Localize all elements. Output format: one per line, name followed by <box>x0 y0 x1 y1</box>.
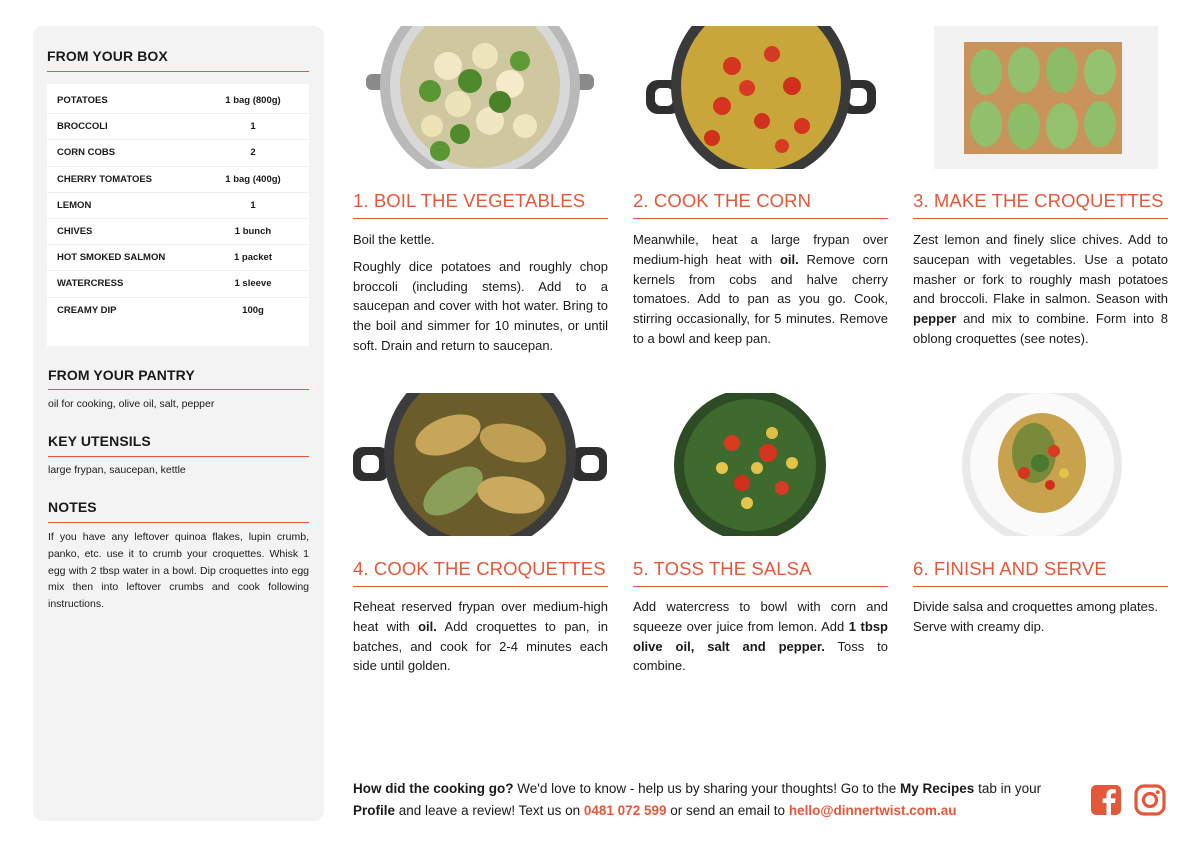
table-row <box>47 219 309 245</box>
from-your-box-title: FROM YOUR BOX <box>47 48 168 64</box>
my-recipes-label: My Recipes <box>900 781 975 796</box>
step-5-text-2: Toss to combine. <box>633 638 888 674</box>
ingredient-name: HOT SMOKED SALMON <box>57 252 166 264</box>
step-divider <box>353 586 608 587</box>
footer-text-4: or send an email to <box>666 803 789 818</box>
from-your-pantry-title: FROM YOUR PANTRY <box>48 367 195 383</box>
step-1-body <box>353 230 608 363</box>
step-2-text-1: Meanwhile, heat a large frypan over medium-high heat with <box>633 232 888 267</box>
croquettes-board-photo <box>934 26 1158 169</box>
table-row <box>47 298 309 324</box>
email-link[interactable]: hello@dinnertwist.com.au <box>788 803 957 818</box>
ingredient-qty: 1 bag (400g) <box>225 173 281 185</box>
step-5-title: 5. TOSS THE SALSA <box>633 558 812 579</box>
ingredient-name: CHERRY TOMATOES <box>57 173 153 185</box>
instagram-icon[interactable] <box>1134 784 1166 816</box>
section-divider <box>48 389 309 390</box>
ingredient-name: BROCCOLI <box>57 121 108 133</box>
table-row <box>47 140 309 166</box>
section-divider <box>47 71 309 72</box>
ingredient-qty: 2 <box>250 147 256 159</box>
step-divider <box>353 218 608 219</box>
facebook-icon[interactable] <box>1090 784 1122 816</box>
step-divider <box>913 586 1168 587</box>
saucepan-vegetables-photo <box>360 26 600 169</box>
notes-text: If you have any leftover quinoa flakes, lupin crumb, panko, etc. use it to crumb your croquettes. Whisk 1 egg with 2 tbsp water in a bowl. Dip croquettes into egg mix then into leftover crumbs and cook following instructions. <box>48 531 309 611</box>
step-3-text-1: Zest lemon and finely slice chives. Add to saucepan with vegetables. Use a potato masher or fork to roughly mash potatoes and broccoli. Flake in salmon. Season with <box>913 232 1168 307</box>
footer-text-3: and leave a review! Text us on <box>395 803 584 818</box>
step-divider <box>913 218 1168 219</box>
step-2-title: 2. COOK THE CORN <box>633 190 812 211</box>
frypan-corn-photo <box>642 26 880 169</box>
notes-title: NOTES <box>48 499 97 515</box>
ingredient-name: LEMON <box>57 199 92 211</box>
pantry-text: oil for cooking, olive oil, salt, pepper <box>48 398 215 410</box>
footer-question: How did the cooking go? <box>353 781 514 796</box>
ingredients-sidebar <box>33 26 324 821</box>
ingredient-name: CHIVES <box>57 226 93 238</box>
step-4-body <box>353 597 608 683</box>
ingredient-qty: 1 bag (800g) <box>225 95 281 107</box>
feedback-footer <box>353 778 1073 822</box>
frypan-croquettes-photo <box>353 393 607 536</box>
footer-text-2: tab in your <box>974 781 1042 796</box>
ingredients-table <box>47 84 309 346</box>
table-row <box>47 193 309 219</box>
step-4-text-1: Reheat reserved frypan over medium-high heat with <box>353 599 608 634</box>
ingredient-qty: 1 <box>250 121 256 133</box>
step-6-title: 6. FINISH AND SERVE <box>913 558 1107 579</box>
salsa-bowl-photo <box>672 393 828 536</box>
step-3-body <box>913 230 1168 356</box>
step-1-para-1: Boil the kettle. <box>353 232 435 247</box>
profile-label: Profile <box>353 803 396 818</box>
step-3-bold-1: pepper <box>913 311 957 327</box>
table-row <box>47 245 309 271</box>
step-4-text-2: Add croquettes to pan, in batches, and cook for 2-4 minutes each side until golden. <box>353 618 608 674</box>
table-row <box>47 114 309 140</box>
section-divider <box>48 522 309 523</box>
step-5-bold-1: 1 tbsp olive oil, salt and pepper. <box>633 618 888 654</box>
phone-link[interactable]: 0481 072 599 <box>583 803 667 818</box>
ingredient-qty: 100g <box>242 305 264 317</box>
plated-meal-photo <box>954 393 1130 536</box>
step-4-title: 4. COOK THE CROQUETTES <box>353 558 606 579</box>
ingredient-name: WATERCRESS <box>57 278 124 290</box>
step-1-para-2: Roughly dice potatoes and roughly chop broccoli (including stems). Add to a saucepan and cover with hot water. Bring to the boil and simmer for 10 minutes, or until soft. Drain and return to saucepan. <box>353 258 608 353</box>
step-6-para-1: Divide salsa and croquettes among plates. Serve with creamy dip. <box>913 599 1158 634</box>
step-5-text-1: Add watercress to bowl with corn and squeeze over juice from lemon. Add <box>633 599 888 634</box>
table-row <box>47 167 309 193</box>
step-2-text-2: Remove corn kernels from cobs and halve cherry tomatoes. Add to pan as you go. Cook, stirring occasionally, for 5 minutes. Remove to a bowl and keep pan. <box>633 251 888 346</box>
utensils-text: large frypan, saucepan, kettle <box>48 464 186 476</box>
step-1-title: 1. BOIL THE VEGETABLES <box>353 190 586 211</box>
ingredient-name: POTATOES <box>57 95 108 107</box>
ingredient-qty: 1 <box>250 199 256 211</box>
ingredient-qty: 1 packet <box>233 252 273 264</box>
step-divider <box>633 218 888 219</box>
table-row <box>47 88 309 114</box>
step-6-body <box>913 597 1168 644</box>
section-divider <box>48 456 309 457</box>
key-utensils-title: KEY UTENSILS <box>48 433 151 449</box>
step-5-body <box>633 597 888 683</box>
footer-text-1: We'd love to know - help us by sharing your thoughts! Go to the <box>513 781 901 796</box>
step-3-title: 3. MAKE THE CROQUETTES <box>913 190 1164 211</box>
ingredient-qty: 1 sleeve <box>234 278 272 290</box>
step-2-body <box>633 230 888 356</box>
step-3-text-2: and mix to combine. Form into 8 oblong croquettes (see notes). <box>913 311 1168 346</box>
ingredient-name: CREAMY DIP <box>57 305 117 317</box>
step-4-bold-1: oil. <box>418 618 437 634</box>
step-2-bold-1: oil. <box>779 251 799 267</box>
ingredient-qty: 1 bunch <box>234 226 272 238</box>
ingredient-name: CORN COBS <box>57 147 116 159</box>
step-divider <box>633 586 888 587</box>
table-row <box>47 271 309 297</box>
